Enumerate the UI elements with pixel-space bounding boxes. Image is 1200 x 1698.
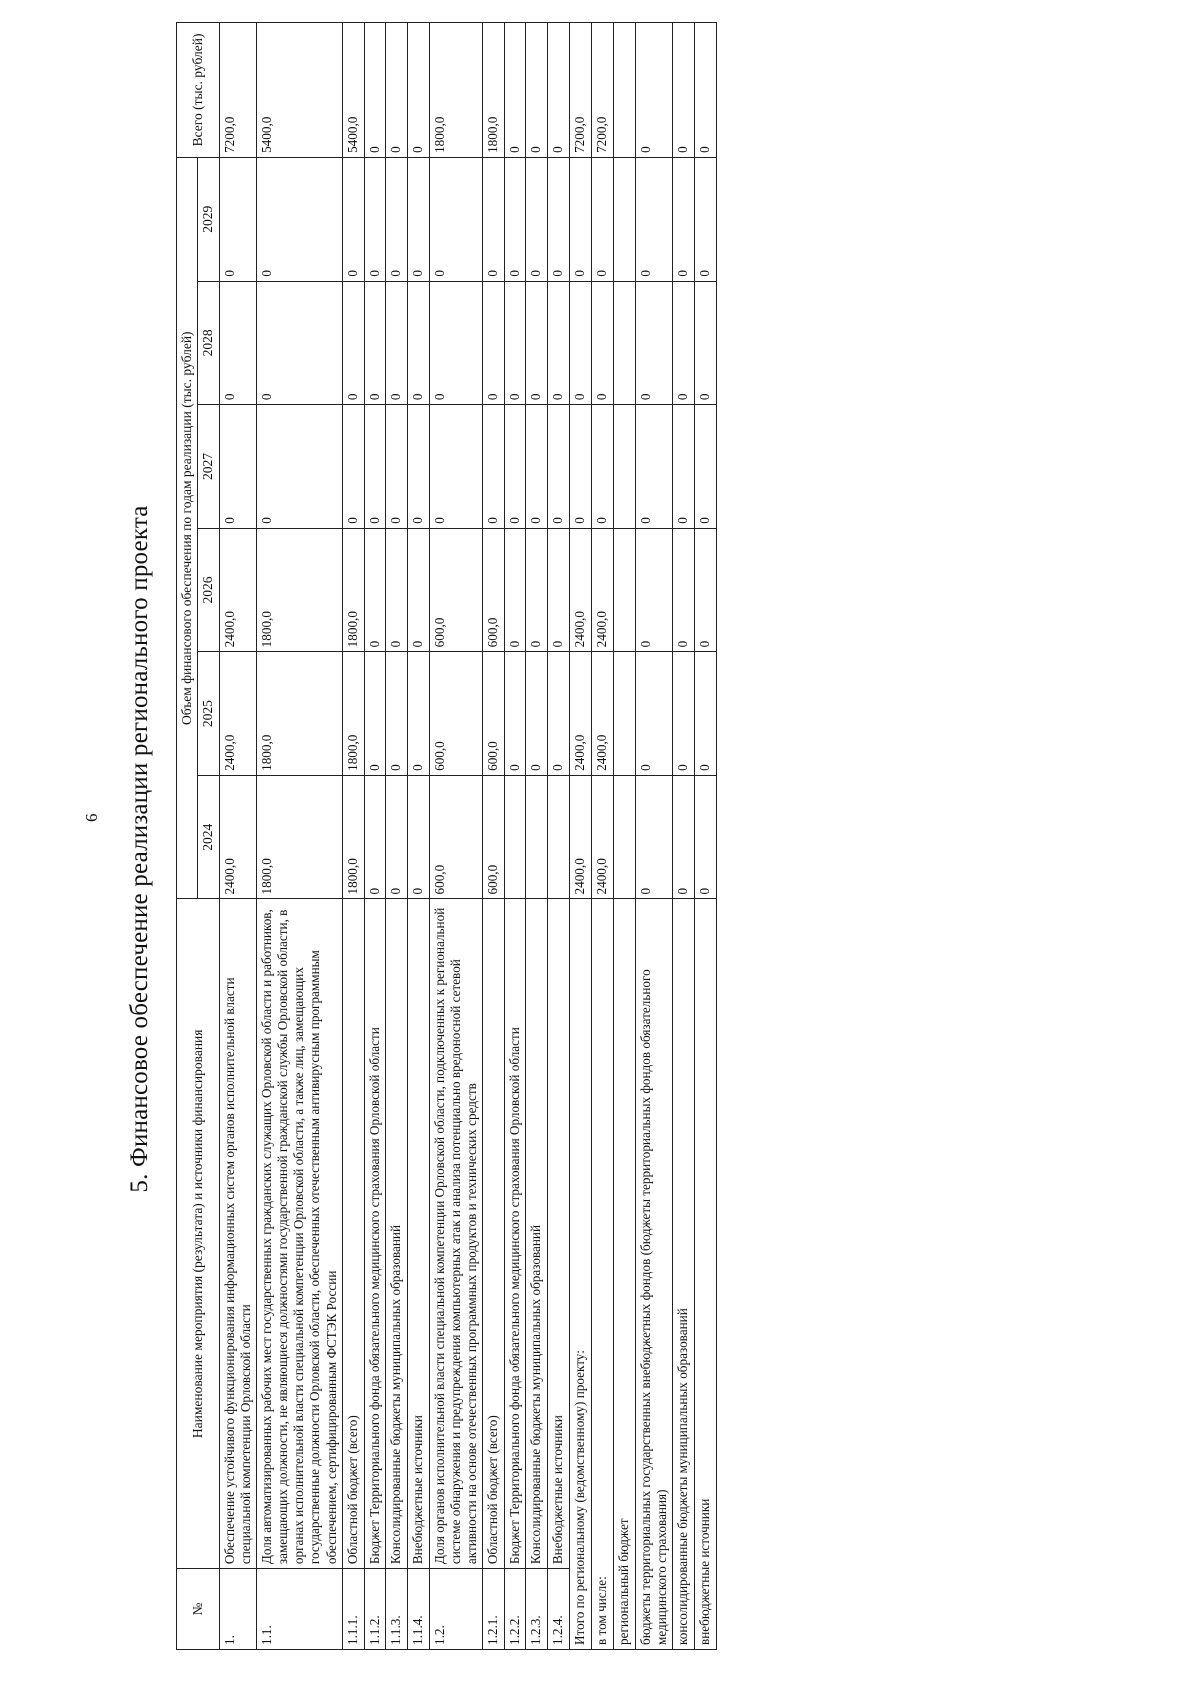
year-value: 0: [526, 652, 548, 776]
row-number: 1.2.4.: [548, 1569, 570, 1650]
year-value: 0: [636, 775, 673, 899]
year-value: 0: [570, 281, 592, 405]
year-value: 0: [695, 405, 717, 529]
year-value: 0: [429, 405, 482, 529]
row-name: Областной бюджет (всего): [482, 899, 504, 1569]
header-volume: Объем финансового обеспечения по годам реализации (тыс. рублей): [177, 157, 198, 899]
year-value: 1800,0: [342, 652, 364, 776]
row-number: 1.2.3.: [526, 1569, 548, 1650]
row-number: 1.1.2.: [364, 1569, 385, 1650]
year-value: 0: [526, 528, 548, 652]
year-value: 2400,0: [570, 775, 592, 899]
table-row: [342, 23, 364, 1650]
row-number: 1.2.2.: [504, 1569, 525, 1650]
year-value: 0: [636, 405, 673, 529]
summary-row: [673, 23, 695, 1650]
year-value: 2400,0: [570, 528, 592, 652]
year-value: 0: [636, 281, 673, 405]
row-name: Консолидированные бюджеты муниципальных образований: [385, 899, 407, 1569]
total-value: [614, 23, 636, 158]
total-value: 1800,0: [429, 23, 482, 158]
summary-name: консолидированные бюджеты муниципальных образований: [673, 899, 695, 1650]
year-value: 0: [364, 281, 385, 405]
year-value: 0: [257, 405, 342, 529]
year-value: 2400,0: [592, 528, 614, 652]
row-number: 1.1.1.: [342, 1569, 364, 1650]
year-value: 0: [592, 405, 614, 529]
header-name: Наименование мероприятия (результата) и источники финансирования: [177, 899, 220, 1569]
row-name: Внебюджетные источники: [548, 899, 570, 1569]
table-row: [407, 23, 429, 1650]
year-value: 0: [219, 405, 256, 529]
year-value: 600,0: [482, 528, 504, 652]
total-value: 0: [407, 23, 429, 158]
row-name: Доля органов исполнительной власти специальной компетенции Орловской области, подключенных к региональной системе обнаружения и предупреждения компьютерных атак и анализа потенциально вредоносной сетевой активности на основе отечественных программных продуктов и технических средств: [429, 899, 482, 1569]
year-value: 0: [548, 652, 570, 776]
year-value: 0: [364, 528, 385, 652]
year-value: 1800,0: [257, 528, 342, 652]
row-number: 1.2.: [429, 1569, 482, 1650]
year-value: 0: [364, 652, 385, 776]
year-value: 0: [673, 528, 695, 652]
header-year: 2025: [198, 652, 219, 776]
year-value: 2400,0: [570, 652, 592, 776]
page-number: 6: [82, 813, 101, 822]
year-value: 0: [673, 157, 695, 281]
year-value: 0: [526, 157, 548, 281]
year-value: 0: [257, 157, 342, 281]
row-name: Доля автоматизированных рабочих мест государственных гражданских служащих Орловской области и работников, замещающих должности, не являющиеся должностями государственной гражданской службы Орловской области, в органах исполнительной власти специальной компетенции Орловской области, а также лиц, замещающих государственные должности Орловской области, обеспеченных отечественным антивирусным программным обеспечением, сертифицированным ФСТЭК России: [257, 899, 342, 1569]
year-value: 0: [695, 528, 717, 652]
header-year: 2026: [198, 528, 219, 652]
year-value: 0: [407, 652, 429, 776]
year-value: [614, 281, 636, 405]
year-value: 0: [526, 281, 548, 405]
year-value: 2400,0: [592, 652, 614, 776]
table-row: [504, 23, 525, 1650]
summary-row: [695, 23, 717, 1650]
year-value: 0: [482, 157, 504, 281]
year-value: 0: [429, 281, 482, 405]
year-value: 600,0: [482, 775, 504, 899]
year-value: 600,0: [429, 775, 482, 899]
year-value: 0: [342, 405, 364, 529]
year-value: 0: [673, 775, 695, 899]
year-value: 0: [407, 281, 429, 405]
year-value: 0: [636, 652, 673, 776]
year-value: 0: [219, 157, 256, 281]
year-value: 0: [385, 157, 407, 281]
year-value: 0: [429, 157, 482, 281]
year-value: 0: [673, 405, 695, 529]
year-value: 0: [385, 652, 407, 776]
table-row: [482, 23, 504, 1650]
year-value: 0: [570, 157, 592, 281]
year-value: 0: [695, 652, 717, 776]
year-value: 600,0: [429, 528, 482, 652]
year-value: 0: [385, 405, 407, 529]
row-name: Бюджет Территориального фонда обязательного медицинского страхования Орловской области: [504, 899, 525, 1569]
total-value: 5400,0: [342, 23, 364, 158]
row-number: 1.1.3.: [385, 1569, 407, 1650]
year-value: 0: [504, 652, 525, 776]
year-value: 0: [407, 157, 429, 281]
year-value: 0: [385, 528, 407, 652]
year-value: 0: [548, 157, 570, 281]
year-value: 0: [364, 157, 385, 281]
year-value: 0: [385, 775, 407, 899]
financing-table: [176, 22, 717, 1650]
row-name: Бюджет Территориального фонда обязательного медицинского страхования Орловской области: [364, 899, 385, 1569]
total-value: 7200,0: [570, 23, 592, 158]
total-value: 0: [548, 23, 570, 158]
row-number: 1.: [219, 1569, 256, 1650]
total-value: 1800,0: [482, 23, 504, 158]
row-name: Консолидированные бюджеты муниципальных образований: [526, 899, 548, 1569]
year-value: 0: [695, 157, 717, 281]
row-number: 1.1.4.: [407, 1569, 429, 1650]
header-year: 2029: [198, 157, 219, 281]
year-value: 1800,0: [257, 775, 342, 899]
year-value: 0: [504, 405, 525, 529]
year-value: [614, 528, 636, 652]
summary-row: [570, 23, 592, 1650]
year-value: 0: [504, 157, 525, 281]
total-value: 0: [636, 23, 673, 158]
year-value: 0: [407, 405, 429, 529]
year-value: 0: [219, 281, 256, 405]
summary-row: [614, 23, 636, 1650]
row-number: 1.1.: [257, 1569, 342, 1650]
year-value: 0: [548, 405, 570, 529]
year-value: 0: [548, 281, 570, 405]
year-value: 0: [407, 528, 429, 652]
year-value: 1800,0: [257, 652, 342, 776]
year-value: 600,0: [429, 652, 482, 776]
year-value: 0: [482, 405, 504, 529]
header-year: 2028: [198, 281, 219, 405]
year-value: 0: [570, 405, 592, 529]
year-value: [614, 775, 636, 899]
year-value: 0: [385, 281, 407, 405]
year-value: 0: [526, 405, 548, 529]
table-row: [364, 23, 385, 1650]
header-year: 2027: [198, 405, 219, 529]
year-value: 0: [636, 157, 673, 281]
year-value: 0: [482, 281, 504, 405]
year-value: 0: [636, 528, 673, 652]
year-value: 0: [695, 775, 717, 899]
year-value: 0: [673, 281, 695, 405]
year-value: 0: [364, 775, 385, 899]
total-value: 0: [695, 23, 717, 158]
header-year: 2024: [198, 775, 219, 899]
year-value: 0: [364, 405, 385, 529]
table-row: [257, 23, 342, 1650]
total-value: 5400,0: [257, 23, 342, 158]
row-name: Обеспечение устойчивого функционирования информационных систем органов исполнительной власти специальной компетенции Орловской области: [219, 899, 256, 1569]
year-value: 0: [592, 281, 614, 405]
year-value: 0: [342, 281, 364, 405]
table-row: [526, 23, 548, 1650]
year-value: 2400,0: [219, 528, 256, 652]
summary-name: бюджеты территориальных государственных внебюджетных фондов (бюджеты территориальных фондов обязательного медицинского страхования): [636, 899, 673, 1650]
year-value: 1800,0: [342, 528, 364, 652]
total-value: 7200,0: [219, 23, 256, 158]
table-body: [219, 23, 716, 1650]
header-row: [177, 23, 198, 1650]
year-value: 0: [257, 281, 342, 405]
row-number: 1.2.1.: [482, 1569, 504, 1650]
year-value: 0: [592, 157, 614, 281]
summary-name: Итого по региональному (ведомственному) проекту:: [570, 899, 592, 1650]
total-value: 0: [504, 23, 525, 158]
summary-row: [592, 23, 614, 1650]
row-name: Внебюджетные источники: [407, 899, 429, 1569]
total-value: 0: [385, 23, 407, 158]
year-value: 2400,0: [219, 652, 256, 776]
year-value: [614, 157, 636, 281]
row-name: Областной бюджет (всего): [342, 899, 364, 1569]
year-value: [548, 775, 570, 899]
year-value: 0: [504, 281, 525, 405]
year-value: 0: [504, 528, 525, 652]
year-value: [614, 652, 636, 776]
total-value: 0: [526, 23, 548, 158]
total-value: 0: [673, 23, 695, 158]
year-value: [614, 405, 636, 529]
year-value: 0: [695, 281, 717, 405]
table-row: [385, 23, 407, 1650]
year-value: 600,0: [482, 652, 504, 776]
year-value: 2400,0: [219, 775, 256, 899]
header-number: №: [177, 1569, 220, 1650]
year-value: 2400,0: [592, 775, 614, 899]
summary-name: внебюджетные источники: [695, 899, 717, 1650]
year-value: 0: [407, 775, 429, 899]
year-value: 0: [548, 528, 570, 652]
summary-name: в том числе:: [592, 899, 614, 1650]
year-value: [526, 775, 548, 899]
summary-name: региональный бюджет: [614, 899, 636, 1650]
total-value: 0: [364, 23, 385, 158]
year-value: [504, 775, 525, 899]
year-value: 0: [673, 652, 695, 776]
total-value: 7200,0: [592, 23, 614, 158]
table-row: [548, 23, 570, 1650]
table-row: [429, 23, 482, 1650]
year-value: 0: [342, 157, 364, 281]
summary-row: [636, 23, 673, 1650]
table-row: [219, 23, 256, 1650]
section-title: 5. Финансовое обеспечение реализации регионального проекта: [126, 505, 153, 1193]
header-total: Всего (тыс. рублей): [177, 23, 220, 158]
year-value: 1800,0: [342, 775, 364, 899]
